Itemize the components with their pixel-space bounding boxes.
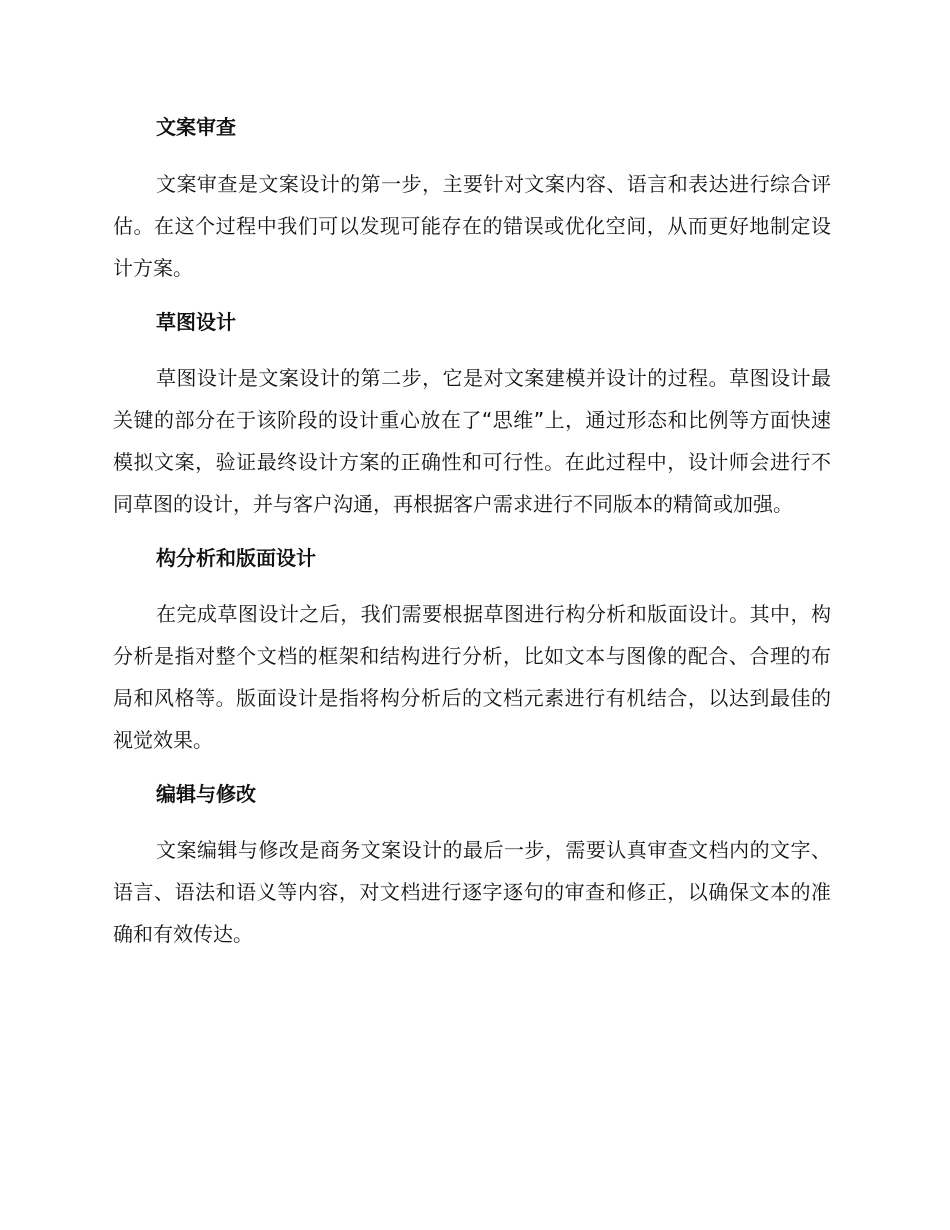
section-heading: 编辑与修改 <box>156 782 256 806</box>
section-paragraph: 在完成草图设计之后，我们需要根据草图进行构分析和版面设计。其中，构分析是指对整个文档的框架和结构进行分析，比如文本与图像的配合、合理的布局和风格等。版面设计是指将构分析后的文档元素进行有机结合，以达到最佳的视觉效果。 <box>113 602 831 752</box>
section-sketch-design <box>113 303 831 525</box>
section-heading: 构分析和版面设计 <box>156 546 316 570</box>
document-page <box>113 108 831 955</box>
section-edit-revise <box>113 775 831 955</box>
section-copy-review <box>113 108 831 289</box>
section-paragraph: 草图设计是文案设计的第二步，它是对文案建模并设计的过程。草图设计最关键的部分在于该阶段的设计重心放在了“思维”上，通过形态和比例等方面快速模拟文案，验证最终设计方案的正确性和可行性。在此过程中，设计师会进行不同草图的设计，并与客户沟通，再根据客户需求进行不同版本的精简或加强。 <box>113 366 831 516</box>
section-heading: 草图设计 <box>156 310 236 334</box>
section-structure-layout <box>113 539 831 761</box>
section-paragraph: 文案审查是文案设计的第一步，主要针对文案内容、语言和表达进行综合评估。在这个过程中我们可以发现可能存在的错误或优化空间，从而更好地制定设计方案。 <box>113 172 831 280</box>
section-heading: 文案审查 <box>156 115 236 139</box>
section-paragraph: 文案编辑与修改是商务文案设计的最后一步，需要认真审查文档内的文字、语言、语法和语义等内容，对文档进行逐字逐句的审查和修正，以确保文本的准确和有效传达。 <box>113 838 831 946</box>
